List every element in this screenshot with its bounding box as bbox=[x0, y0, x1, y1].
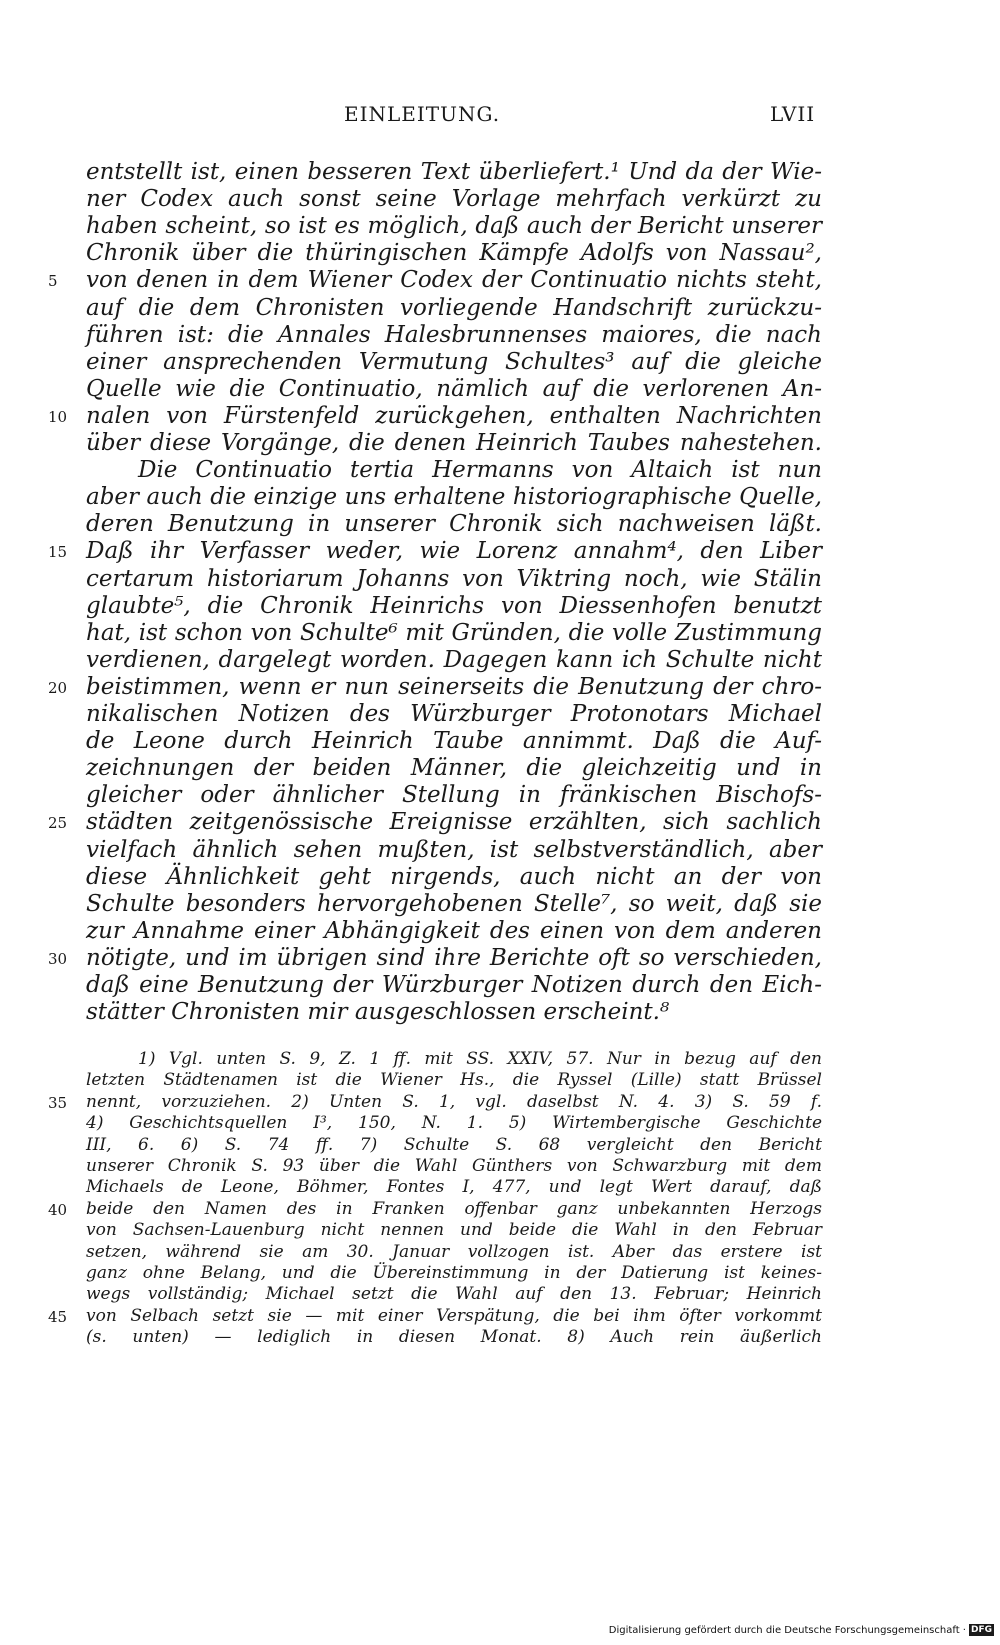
footnote-line: unserer Chronik S. 93 über die Wahl Günthers von Schwarzburg mit dem bbox=[86, 1156, 822, 1176]
body-line: städten zeitgenössische Ereignisse erzählten, sich sachlich bbox=[86, 809, 822, 836]
body-line: nikalischen Notizen des Würzburger Protonotars Michael bbox=[86, 701, 822, 727]
body-line: führen ist: die Annales Halesbrunnenses maiores, die nach bbox=[86, 321, 822, 348]
body-line: zur Annahme einer Abhängigkeit des einen von dem anderen bbox=[86, 917, 822, 944]
digitization-credit bbox=[609, 1624, 994, 1636]
footnote-line: (s. unten) — lediglich in diesen Monat. 8) Auch rein äußerlich bbox=[86, 1327, 822, 1348]
footnote-line: Michaels de Leone, Böhmer, Fontes I, 477, und legt Wert darauf, daß bbox=[86, 1177, 822, 1198]
body-line: aber auch die einzige uns erhaltene historiographische Quelle, bbox=[86, 484, 822, 511]
dfg-logo: DFG bbox=[970, 1625, 992, 1635]
line-number: 30 bbox=[48, 949, 68, 968]
footnote-line: 4) Geschichtsquellen I³, 150, N. 1. 5) Wirtembergische Geschichte bbox=[86, 1113, 822, 1134]
footnote-line: ganz ohne Belang, und die Übereinstimmung in der Datierung ist keines- bbox=[86, 1263, 822, 1283]
body-line: diese Ähnlichkeit geht nirgends, auch nicht an der von bbox=[86, 863, 822, 890]
body-line: deren Benutzung in unserer Chronik sich nachweisen läßt. bbox=[86, 511, 822, 538]
footnote-line: III, 6. 6) S. 74 ff. 7) Schulte S. 68 vergleicht den Bericht bbox=[86, 1134, 822, 1155]
body-line: stätter Chronisten mir ausgeschlossen erscheint.⁸ bbox=[86, 999, 670, 1026]
body-line: glaubte⁵, die Chronik Heinrichs von Diessenhofen benutzt bbox=[86, 592, 822, 619]
body-line: nötigte, und im übrigen sind ihre Berichte oft so verschieden, bbox=[86, 944, 822, 971]
body-line: haben scheint, so ist es möglich, daß auch der Bericht unserer bbox=[86, 213, 822, 240]
body-line: verdienen, dargelegt worden. Dagegen kann ich Schulte nicht bbox=[86, 646, 822, 673]
body-line: certarum historiarum Johanns von Viktring noch, wie Stälin bbox=[86, 565, 822, 592]
body-line: von denen in dem Wiener Codex der Continuatio nichts steht, bbox=[86, 267, 822, 294]
body-line: daß eine Benutzung der Würzburger Notizen durch den Eich- bbox=[86, 972, 822, 998]
body-line: de Leone durch Heinrich Taube annimmt. Daß die Auf- bbox=[86, 728, 822, 755]
footnote-line: beide den Namen des in Franken offenbar ganz unbekannten Herzogs bbox=[86, 1198, 822, 1219]
body-line: zeichnungen der beiden Männer, die gleichzeitig und in bbox=[86, 755, 822, 782]
body-line: über diese Vorgänge, die denen Heinrich Taubes nahestehen. bbox=[86, 430, 822, 456]
line-number: 5 bbox=[48, 272, 58, 291]
credit-text: Digitalisierung gefördert durch die Deutsche Forschungsgemeinschaft · bbox=[608, 1624, 966, 1636]
body-line: Die Continuatio tertia Hermanns von Altaich ist nun bbox=[138, 457, 822, 484]
body-line: vielfach ähnlich sehen mußten, ist selbstverständlich, aber bbox=[86, 836, 822, 863]
body-line: einer ansprechenden Vermutung Schultes³ auf die gleiche bbox=[86, 348, 822, 375]
body-line: Schulte besonders hervorgehobenen Stelle⁷, so weit, daß sie bbox=[86, 890, 822, 917]
footnote-line: von Selbach setzt sie — mit einer Verspätung, die bei ihm öfter vorkommt bbox=[86, 1305, 822, 1326]
line-number: 20 bbox=[48, 678, 68, 697]
line-number: 45 bbox=[48, 1307, 68, 1326]
line-number: 40 bbox=[48, 1200, 68, 1219]
body-line: gleicher oder ähnlicher Stellung in fränkischen Bischofs- bbox=[86, 782, 822, 809]
footnote-line: 1) Vgl. unten S. 9, Z. 1 ff. mit SS. XXIV, 57. Nur in bezug auf den bbox=[138, 1049, 822, 1069]
footnote-line: setzen, während sie am 30. Januar vollzogen ist. Aber das erstere ist bbox=[86, 1241, 822, 1262]
body-line: entstellt ist, einen besseren Text überliefert.¹ Und da der Wie- bbox=[86, 159, 822, 185]
line-number: 35 bbox=[48, 1093, 68, 1112]
body-line: nalen von Fürstenfeld zurückgehen, enthalten Nachrichten bbox=[86, 402, 822, 429]
body-line: hat, ist schon von Schulte⁶ mit Gründen, die volle Zustimmung bbox=[86, 619, 822, 646]
body-line: Daß ihr Verfasser weder, wie Lorenz annahm⁴, den Liber bbox=[86, 538, 822, 565]
body-line: Quelle wie die Continuatio, nämlich auf die verlorenen An- bbox=[86, 375, 822, 402]
line-number: 10 bbox=[48, 407, 68, 426]
footnote-line: nennt, vorzuziehen. 2) Unten S. 1, vgl. daselbst N. 4. 3) S. 59 f. bbox=[86, 1091, 822, 1112]
line-number: 25 bbox=[48, 814, 68, 833]
page-number: LVII bbox=[770, 102, 816, 126]
line-number: 15 bbox=[48, 543, 68, 562]
footnote-line: von Sachsen-Lauenburg nicht nennen und beide die Wahl in den Februar bbox=[86, 1220, 822, 1241]
footnote-line: wegs vollständig; Michael setzt die Wahl auf den 13. Februar; Heinrich bbox=[86, 1284, 822, 1305]
body-line: beistimmen, wenn er nun seinerseits die Benutzung der chro- bbox=[86, 673, 822, 700]
body-line: Chronik über die thüringischen Kämpfe Adolfs von Nassau², bbox=[86, 240, 822, 267]
running-head: EINLEITUNG. bbox=[344, 102, 501, 126]
body-line: auf die dem Chronisten vorliegende Handschrift zurückzu- bbox=[86, 294, 822, 321]
footnote-line: letzten Städtenamen ist die Wiener Hs., die Ryssel (Lille) statt Brüssel bbox=[86, 1070, 822, 1091]
body-line: ner Codex auch sonst seine Vorlage mehrfach verkürzt zu bbox=[86, 186, 822, 213]
